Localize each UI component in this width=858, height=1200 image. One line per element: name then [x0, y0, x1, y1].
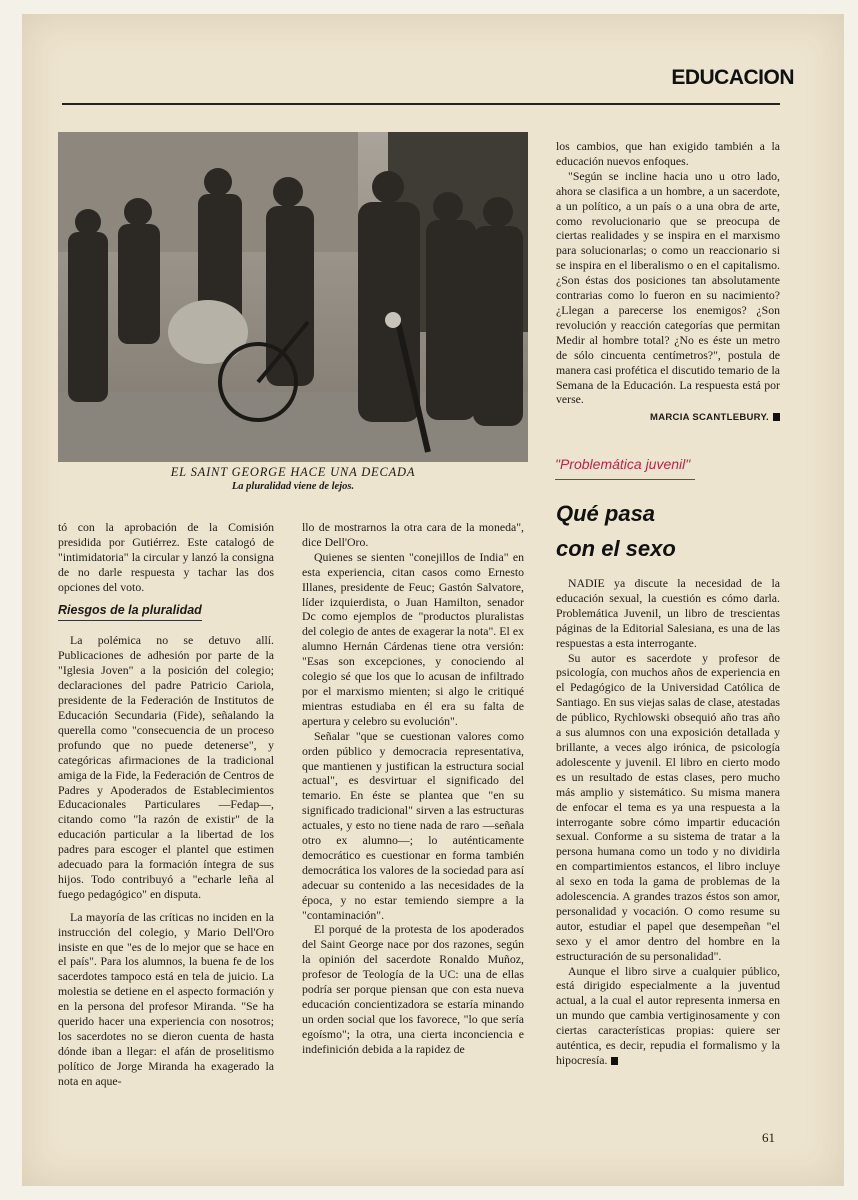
paragraph: El porqué de la protesta de los apoderados del Saint George nace por dos razones, según la opinión del sacerdote Ronaldo Muñoz, profesor de Teología de la UC: una de ellas podría ser porque piensan que con esta nueva educación concientizadora se estaría minando un orden social que los favorece, "lo que sería egoísmo"; la otra, una cierta inconciencia e indefinición debida a la rapidez de — [302, 922, 524, 1056]
section-header: EDUCACION — [671, 66, 794, 89]
paragraph: Quienes se sienten "conejillos de India" en esta experiencia, citan casos como Ernesto Illanes, presidente de Feuc; Gastón Salvatore, líder izquierdista, o Juan Hamilton, senador Dc como ejemplos de "productos pluralistas del colegio de antes de exagerar la nota". El ex alumno Hernán Cárdenas tiene otra versión: "Esas son excepciones, y conociendo al colegio sé que los que lo acusan de infiltrado por el marxismo mienten; si algo le critiqué mientras estudiaba en él era su falta de apertura y celebro su evolución". — [302, 549, 524, 728]
article-column-3 — [556, 139, 780, 426]
sidebar-title-line-1: Qué pasa — [556, 501, 656, 526]
subheading: Riesgos de la pluralidad — [58, 603, 202, 622]
paragraph: llo de mostrarnos la otra cara de la moneda", dice Dell'Oro. — [302, 520, 524, 549]
paragraph: Señalar "que se cuestionan valores como orden público y democracia representativa, que mantienen y justifican la estructura social actual", es desvirtuar el significado del temario. En éste se plantea que "en su significado tradicional" sirven a las estructuras actuales, y esto no tiene nada de raro —señala otro ex alumno—; lo auténticamente democrático es cuestionar en forma también democrática los valores de la sociedad para así adecuar su contenido a las necesidades de la época, y no estar temiendo siempre a la "contaminación". — [302, 728, 524, 922]
sidebar-label: "Problemática juvenil" — [555, 456, 691, 472]
byline-text: MARCIA SCANTLEBURY. — [650, 412, 769, 424]
paragraph: tó con la aprobación de la Comisión presidida por Gutiérrez. Este catalogó de "intimidatoria" la circular y lanzó la consigna de no darle respuesta y tachar las dos opciones del voto. — [58, 520, 274, 594]
header-rule — [62, 103, 780, 105]
sidebar-title-line-2: con el sexo — [556, 536, 676, 561]
photograph — [58, 132, 528, 462]
photo-caption-title: EL SAINT GEORGE HACE UNA DECADA — [170, 465, 416, 479]
end-mark-icon — [773, 413, 780, 421]
sidebar-title — [556, 496, 776, 566]
paragraph-text: Aunque el libro sirve a cualquier público, está dirigido especialmente a la juventud actual, a la cual el autor representa inmersa en un mundo que cambia vertiginosamente y con ciertas características propias: quiere ser auténtica, es decir, repudia el formalismo y la hipocresía. — [556, 963, 780, 1067]
sidebar-rule — [555, 479, 695, 480]
end-mark-icon — [611, 1057, 618, 1065]
paragraph: "Según se incline hacia uno u otro lado, ahora se clasifica a un hombre, a un sacerdote, a un político, a un país o a una obra de arte, como revolucionario que se preocupa de ciertas realidades y se inspira en el marxismo para solucionarlas; o como un reaccionario si se inspira en el liberalismo o en el capitalismo. ¿Son éstas dos posiciones tan absolutamente contrarias como lo fueron en su nacimiento? ¿Llegan a parecerse los enemigos? ¿Son revolución y reacción categorías que permitan Medir al hombre total? ¿No es éste un metro de sólo cincuenta centímetros?", postula de manera casi profética el discutido temario de la Semana de la Educación. La respuesta está por verse. — [556, 168, 780, 407]
photo-caption-subtitle: La pluralidad viene de lejos. — [231, 481, 355, 492]
page-number: 61 — [762, 1130, 775, 1145]
article-column-2 — [302, 520, 524, 1057]
paragraph: La polémica no se detuvo allí. Publicaciones de adhesión por parte de la "Iglesia Joven" a la posición del colegio; declaraciones del padre Patricio Cariola, presidente de la Federación de Institutos de Educación Secundaria (Fide), señalando la querella como "consecuencia de un proceso profundo que no puede detenerse", y categóricas afirmaciones de la tradicional amiga de la Fide, la Federación de Centros de Padres y Apoderados de Establecimientos Educacionales Particulares —Fedap—, citando como "la razón de existir" de la educación particular a la libertad de los padres para escoger el plantel que estimen adecuado para la formación íntegra de sus hijos. Todo contribuyó a "echarle leña al fuego pedagógico" en disputa. — [58, 633, 274, 901]
paragraph: los cambios, que han exigido también a la educación nuevos enfoques. — [556, 139, 780, 168]
article-column-1 — [58, 520, 274, 1089]
students-photo-illustration — [58, 132, 528, 462]
sidebar-column — [556, 576, 780, 1068]
paragraph: Su autor es sacerdote y profesor de psicología, con muchos años de experiencia en el Pedagógico de la Universidad Católica de Santiago. En sus viejas salas de clase, atestadas de público, Rychlowski obsequió año tras año a sus alumnos con una exposición detallada y brillante, a veces algo irónica, de psicología adolescente y juvenil. El libro en cierto modo es un resultado de estas clases, pero mucho más amplio y sistemático. Su misma manera de enfocar el tema es ya una respuesta a la interrogante sobre cómo impartir educación sexual. Conforme a su sistema de tratar a la persona humana como un todo y no dividirla en compartimientos estancos, el libro incluye al sexo en toda la gama de problemas de la adolescencia. A grandes trazos éstos son amor, personalidad y vocación. O como resume su autor, estudiar el papel que desempeñan "el sexo y el amor dentro del hombre en la estructuración de su personalidad". — [556, 650, 780, 963]
paragraph: La mayoría de las críticas no inciden en la instrucción del colegio, y Mario Dell'Oro insiste en que "es de lo mejor que se hace en el país". Para los alumnos, la buena fe de los sacerdotes tampoco está en tela de juicio. La molestia se detiene en el aspecto formación y en la persona del profesor Miranda. "Se ha querido hacer una experiencia con nosotros; los sacerdotes no se dieron cuenta de hasta dónde iban a llegar: el afán de proselitismo político de Jorge Miranda ha exagerado la nota en aque- — [58, 909, 274, 1088]
paragraph — [556, 964, 780, 1068]
author-byline — [556, 411, 780, 426]
paragraph: NADIE ya discute la necesidad de la educación sexual, la cuestión es cómo darla. Problemática Juvenil, un libro de trescientas páginas de la Editorial Salesiana, es una de las respuestas a esta interrogante. — [556, 576, 780, 650]
